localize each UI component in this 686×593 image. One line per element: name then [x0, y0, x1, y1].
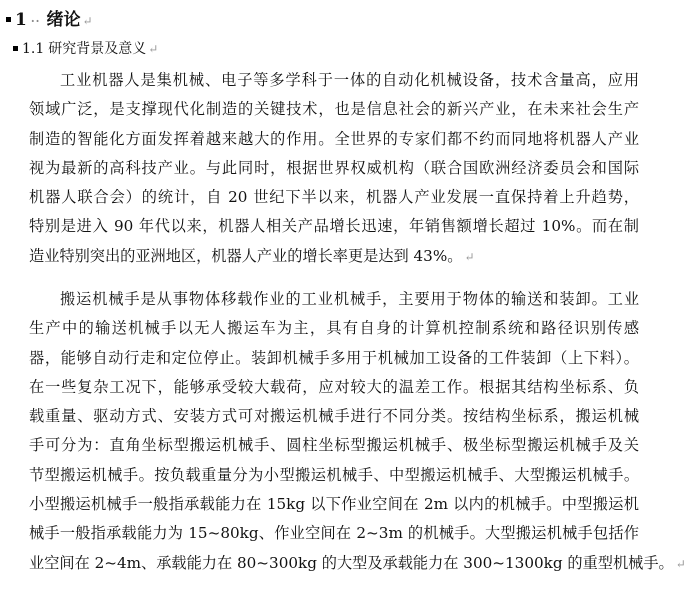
chapter-title: 绪论 — [46, 10, 81, 30]
text-line: 视为最新的高科技产业。与此同时，根据世界权威机构（联合国欧洲经济委员会和国际 — [29, 158, 639, 177]
text-line: 领域广泛，是支撑现代化制造的关键技术，也是信息社会的新兴产业，在未来社会生产 — [29, 100, 639, 119]
heading-bullet-icon — [6, 17, 11, 22]
text-line: 工业机器人是集机械、电子等多学科于一体的自动化机械设备，技术含量高，应用 — [60, 71, 639, 89]
paragraph-mark-icon: ↵ — [82, 14, 93, 28]
text-line: 搬运机械手是从事物体移载作业的工业机械手，主要用于物体的输送和装卸。工业 — [60, 290, 639, 308]
section-title: 研究背景及意义 — [48, 41, 147, 57]
text-line-content: 业空间在 2~4m、承载能力在 80~300kg 的大型及承载能力在 300~1300kg 的重型机械手。 — [29, 553, 674, 572]
text-line: 器，能够自动行走和定位停止。装卸机械手多用于机械加工设备的工件装卸（上下料）。 — [29, 348, 639, 367]
section-number: 1.1 — [22, 41, 45, 57]
heading-dots: ·· — [30, 15, 41, 28]
text-line: 特别是进入 90 年代以来，机器人相关产品增长迅速，年销售额增长超过 10%。而在制 — [29, 217, 639, 236]
text-line-last — [29, 242, 639, 271]
text-line-last — [29, 549, 686, 578]
text-line: 节型搬运机械手。按负载重量分为小型搬运机械手、中型搬运机械手、大型搬运机械手。 — [29, 465, 639, 484]
text-line: 手可分为：直角坐标型搬运机械手、圆柱坐标型搬运机械手、极坐标型搬运机械手及关 — [29, 436, 639, 455]
text-line: 制造的智能化方面发挥着越来越大的作用。全世界的专家们都不约而同地将机器人产业 — [29, 129, 639, 148]
text-line: 机器人联合会）的统计，自 20 世纪下半以来，机器人产业发展一直保持着上升趋势， — [29, 188, 639, 207]
chapter-heading — [0, 5, 93, 30]
text-line: 载重量、驱动方式、安装方式可对搬运机械手进行不同分类。按结构坐标系，搬运机械 — [29, 407, 639, 426]
text-line-content: 造业特别突出的亚洲地区，机器人产业的增长率更是达到 43%。 — [29, 246, 463, 265]
paragraph-mark-icon: ↵ — [148, 42, 159, 56]
paragraph-handling-manipulators — [29, 285, 686, 578]
paragraph-industrial-robots — [29, 66, 639, 271]
heading-bullet-icon — [13, 46, 18, 51]
text-line: 械手一般指承载能力为 15~80kg、作业空间在 2~3m 的机械手。大型搬运机械手包括作 — [29, 524, 639, 543]
text-line: 生产中的输送机械手以无人搬运车为主，具有自身的计算机控制系统和路径识别传感 — [29, 319, 639, 338]
text-line: 小型搬运机械手一般指承载能力在 15kg 以下作业空间在 2m 以内的机械手。中型搬运机 — [29, 495, 639, 514]
chapter-number: 1 — [15, 10, 27, 30]
text-line: 在一些复杂工况下，能够承受较大载荷，应对较大的温差工作。根据其结构坐标系、负 — [29, 377, 639, 396]
paragraph-mark-icon: ↵ — [675, 556, 686, 571]
paragraph-mark-icon: ↵ — [464, 249, 475, 264]
section-heading — [0, 38, 158, 58]
